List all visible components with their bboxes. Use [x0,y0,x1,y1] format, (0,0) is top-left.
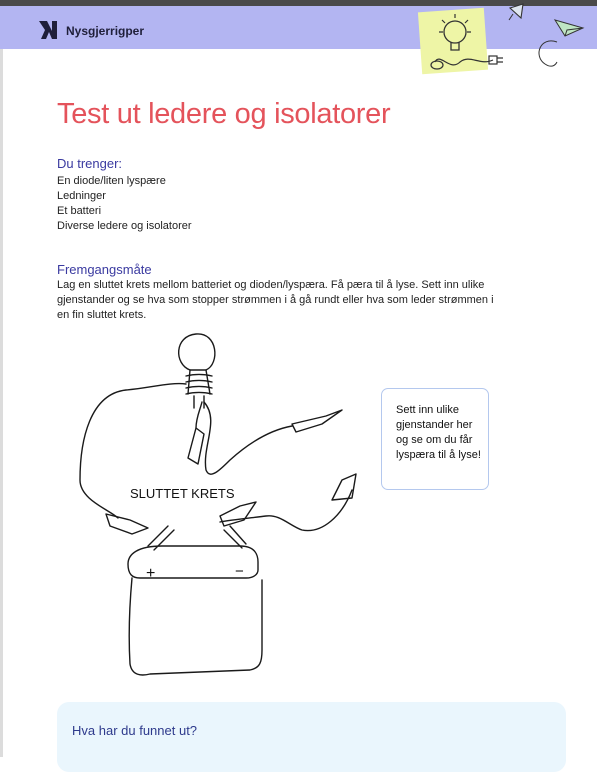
wire-icon [80,384,352,531]
battery-icon [128,526,262,675]
needs-list [57,174,192,234]
logo-icon [36,18,60,42]
circuit-label: SLUTTET KRETS [130,486,235,501]
rocket-doodle-icon [509,4,523,20]
page-title: Test ut ledere og isolatorer [57,98,391,130]
circuit-illustration [70,330,370,690]
list-item: Et batteri [57,205,102,217]
plus-sign: + [146,565,156,582]
list-item: En diode/liten lyspære [57,175,166,187]
page-edge [0,49,3,757]
answer-heading: Hva har du funnet ut? [72,723,198,738]
instruction-note [381,388,489,490]
note-text: Sett inn ulike gjenstander her og se om du får lyspæra til å lyse! [396,404,481,461]
minus-sign: − [235,563,244,580]
paper-plane-doodle-icon [539,20,583,66]
header-doodles [415,0,597,80]
method-text: Lag en sluttet krets mellom batteriet og dioden/lyspæra. Få pæra til å lyse. Sett inn ulike gjenstander og se hva som stopper strømmen i å gå rundt eller hva som leder strømmen i en fin sluttet krets. [57,279,494,321]
method-heading: Fremgangsmåte [57,262,152,277]
needs-heading: Du trenger: [57,156,123,171]
brand-name: Nysgjerrigper [66,24,145,38]
alligator-clip-icon [106,410,356,534]
lightbulb-icon [179,334,215,408]
answer-box [57,702,566,772]
list-item: Diverse ledere og isolatorer [57,220,192,232]
list-item: Ledninger [57,190,106,202]
